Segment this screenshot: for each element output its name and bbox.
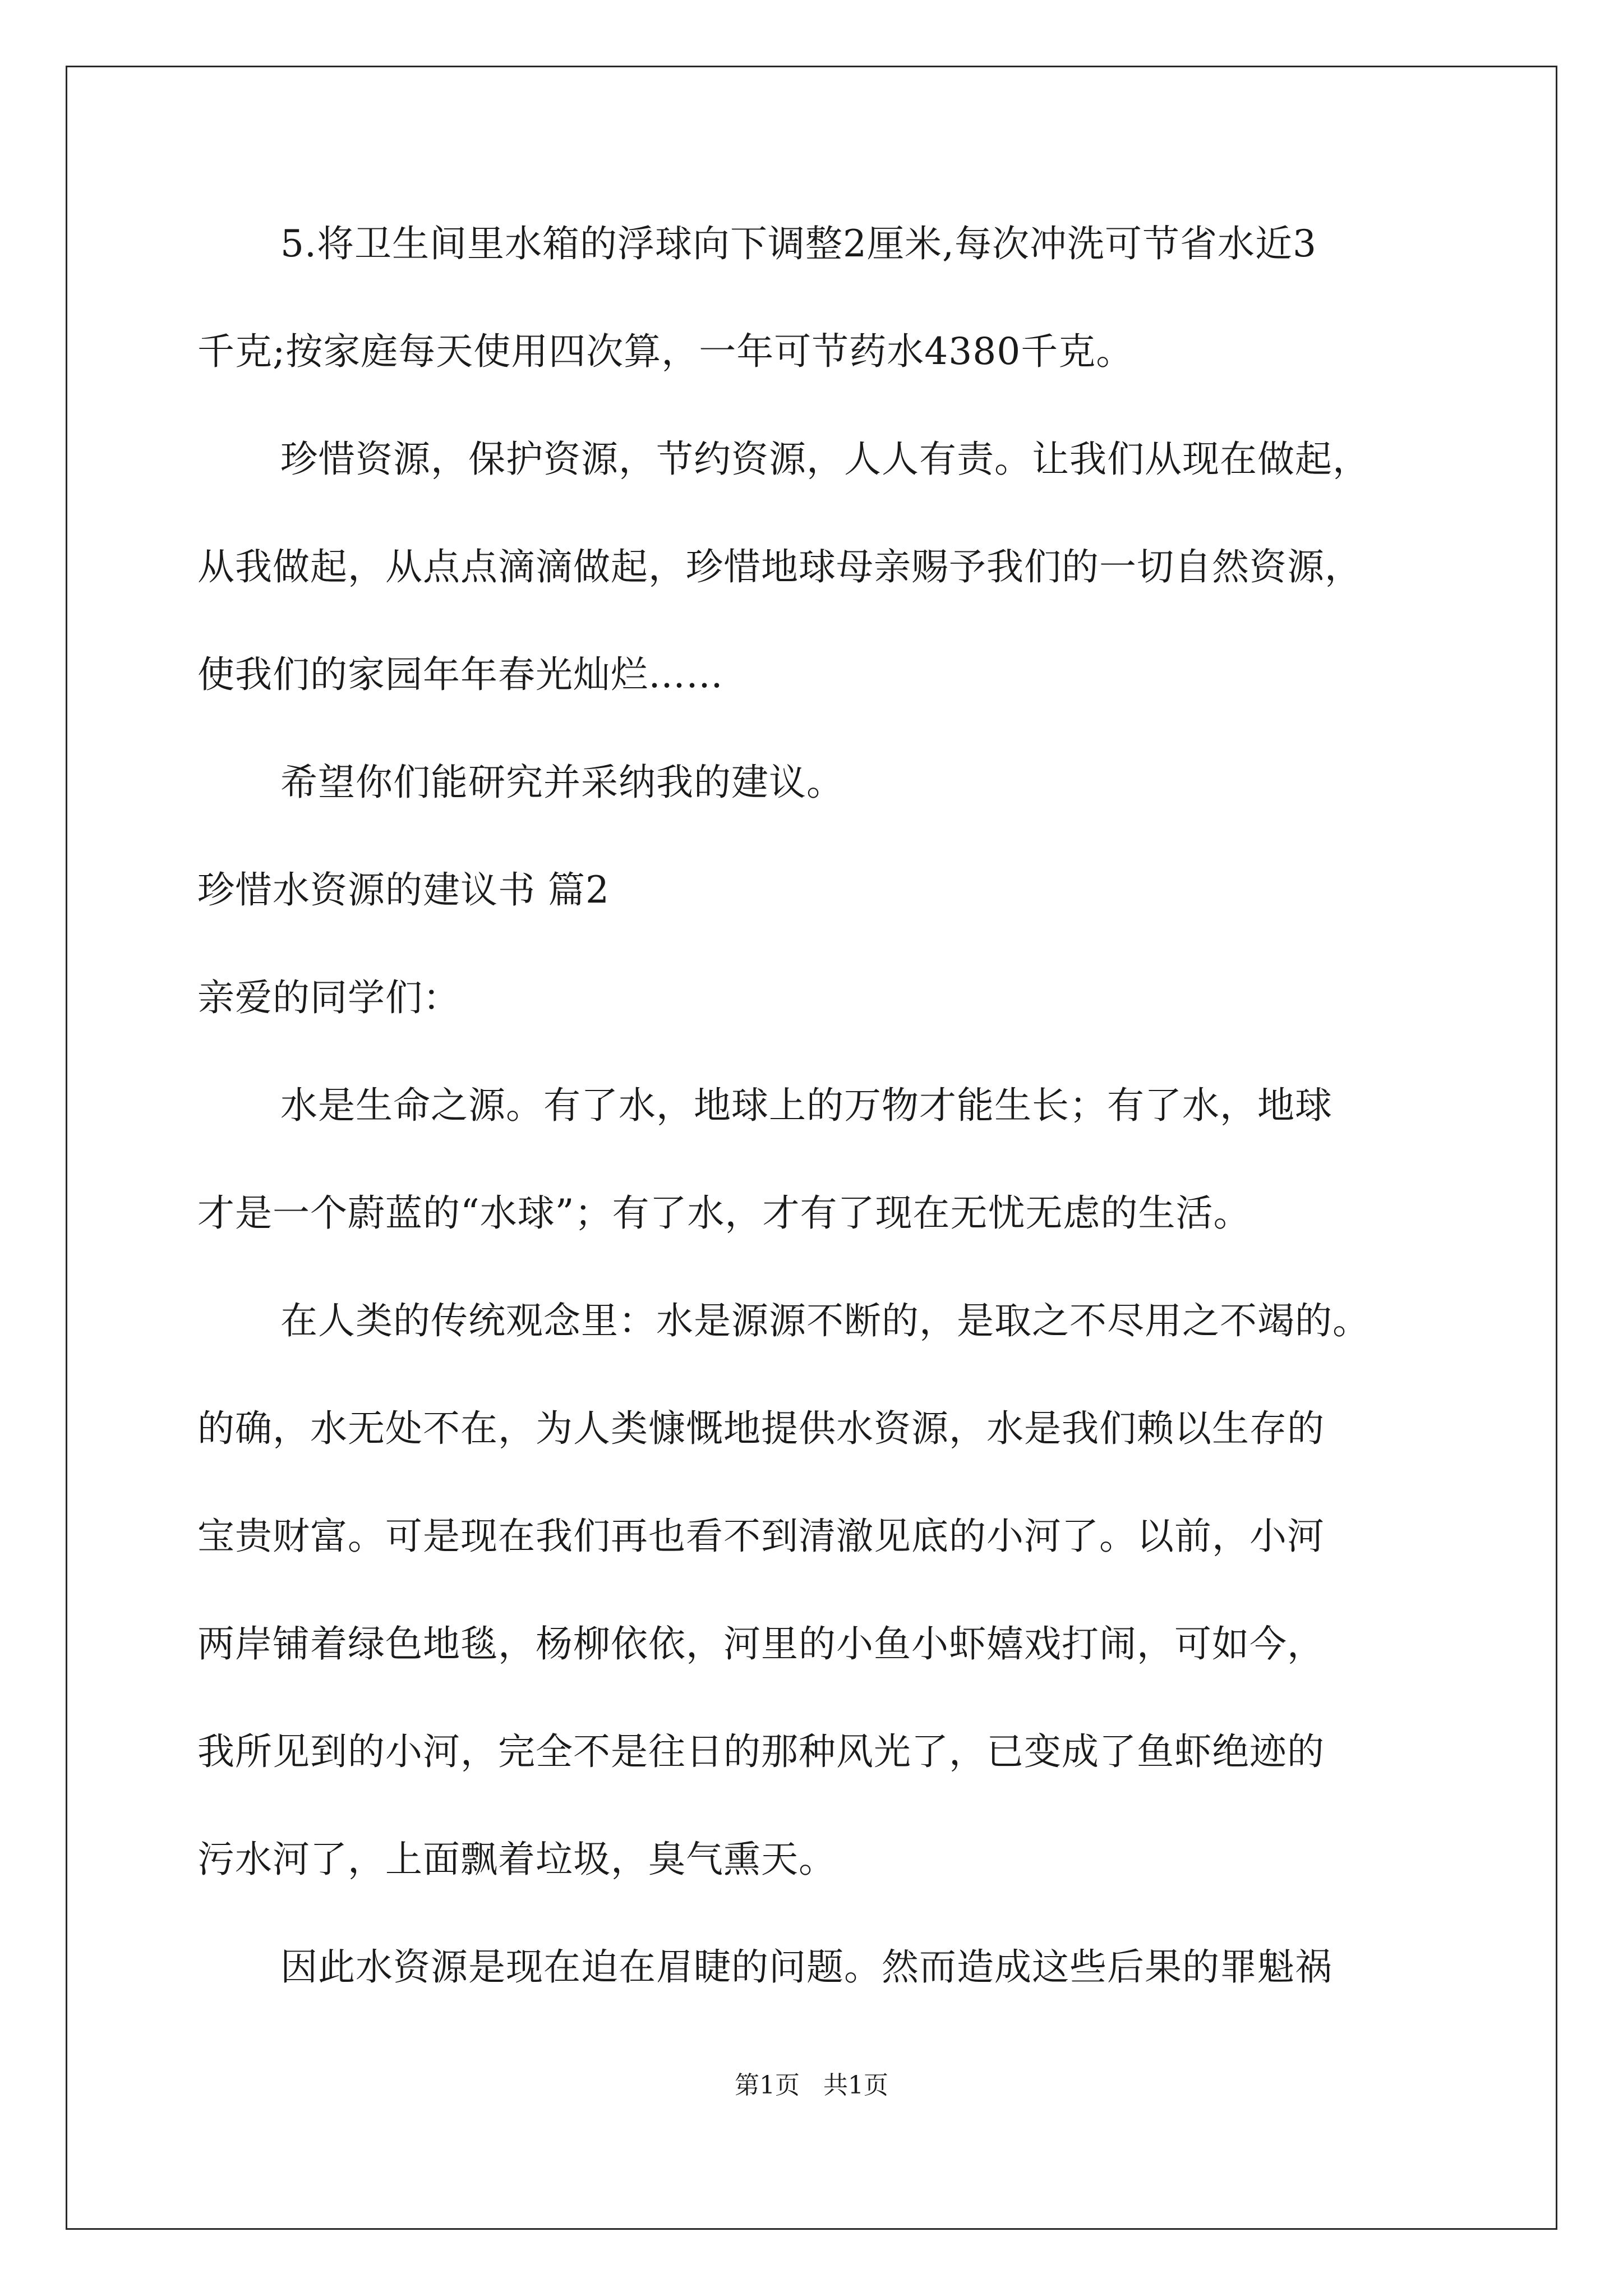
section-heading: 珍惜水资源的建议书 篇2: [197, 868, 610, 912]
text-line: 宝贵财富。可是现在我们再也看不到清澈见底的小河了。以前，小河: [197, 1515, 1325, 1558]
text-line: 使我们的家园年年春光灿烂……: [197, 653, 723, 696]
page-footer: [0, 2069, 1623, 2102]
text-line: 在人类的传统观念里：水是源源不断的，是取之不尽用之不竭的。: [280, 1299, 1370, 1342]
text-line: 水是生命之源。有了水，地球上的万物才能生长；有了水，地球: [280, 1084, 1332, 1127]
text-line: 希望你们能研究并采纳我的建议。: [280, 761, 844, 804]
text-line: 因此水资源是现在迫在眉睫的问题。然而造成这些后果的罪魁祸: [280, 1945, 1332, 1989]
text-line: 千克;按家庭每天使用四次算，一年可节药水4380千克。: [197, 330, 1134, 373]
salutation: 亲爱的同学们：: [197, 976, 460, 1019]
text-line: 污水河了，上面飘着垃圾，臭气熏天。: [197, 1838, 836, 1881]
text-line: 的确，水无处不在，为人类慷慨地提供水资源，水是我们赖以生存的: [197, 1407, 1325, 1450]
page-border: [66, 66, 1557, 2230]
text-line: 我所见到的小河，完全不是往日的那种风光了，已变成了鱼虾绝迹的: [197, 1730, 1325, 1773]
text-line: 珍惜资源，保护资源，节约资源，人人有责。让我们从现在做起，: [280, 438, 1370, 481]
text-line: 两岸铺着绿色地毯，杨柳依依，河里的小鱼小虾嬉戏打闹，可如今，: [197, 1622, 1325, 1665]
page-number: 第1页: [735, 2071, 800, 2100]
text-line: 5.将卫生间里水箱的浮球向下调整2厘米,每次冲洗可节省水近3: [280, 222, 1317, 265]
text-line: 从我做起，从点点滴滴做起，珍惜地球母亲赐予我们的一切自然资源，: [197, 545, 1362, 588]
text-line: 才是一个蔚蓝的“水球”；有了水，才有了现在无忧无虑的生活。: [197, 1191, 1251, 1235]
page-total: 共1页: [823, 2071, 888, 2100]
